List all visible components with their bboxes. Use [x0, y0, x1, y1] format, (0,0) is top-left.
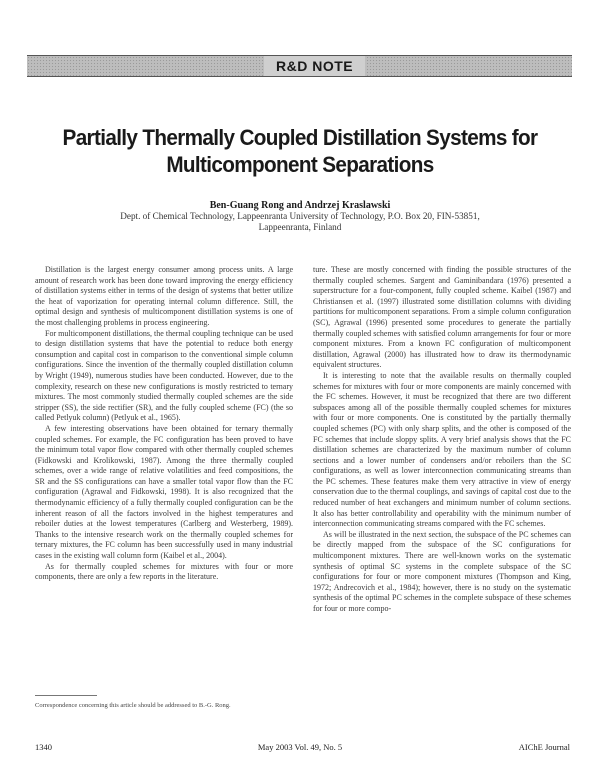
author-affiliation: Dept. of Chemical Technology, Lappeenranta University of Technology, P.O. Box 20, FIN-53851, Lappeenranta, Finland — [120, 211, 480, 232]
body-paragraph: For multicomponent distillations, the thermal coupling technique can be used to design distillation systems that have the potential to reduce both energy consumption and capital cost in comparison to the conventional simple column configurations. Since the invention of the thermally coupled distillation column by Wright (1949), numerous studies have been conducted. However, due to the complexity, research on these new configurations is mostly restricted to ternary mixtures. The most commonly studied thermally coupled schemes are the side stripper (SS), the side rectifier (SR), and the fully coupled scheme (FC) (the so called Petlyuk column) (Petlyuk et al., 1965). — [35, 328, 293, 423]
body-paragraph: A few interesting observations have been obtained for ternary thermally coupled schemes. For example, the FC configuration has been proved to have the minimum total vapor flow compared with other thermally coupled schemes (Fidkowski and Krolikowski, 1987). Among the three thermally coupled schemes, over a wide range of relative volatilities and feed compositions, the SR and the SS configurations can have a smaller total vapor flow than the FC configuration (Agrawal and Fidkowski, 1998). It is also recognized that the thermodynamic efficiency of a fully thermally coupled configuration can be the inherent reason of all the factors involved in the highest temperatures and reboiler duties at the lowest temperatures (Carlberg and Westerberg, 1989). Thanks to the intensive research work on the thermally coupled schemes for ternary mixtures, the FC column has been successfully used in many industrial cases in the existing wall column form (Kaibel et al., 2004). — [35, 423, 293, 561]
journal-name: AIChE Journal — [518, 742, 570, 752]
footnote-divider — [35, 695, 97, 696]
body-paragraph: It is interesting to note that the available results on thermally coupled schemes for mixtures with four or more components are mainly concerned with the FC schemes. However, it must be recognized that there are two different subspaces among all of the possible thermally coupled schemes for mixtures with four or more components. One is constituted by the partially thermally coupled schemes (PC) with only sharp splits, and the other is composed of the FC schemes that include sloppy splits. A very brief analysis shows that the FC distillation schemes are characterized by the maximum number of column sections and a lower number of condensers and/or reboilers than the SC configurations, as well as lower interconnection communicating streams than the PC schemes. These features make them very attractive in view of energy conservation due to the thermal couplings, and savings of capital cost due to the reduced number of heat exchangers and minimum number of column sections. It also has better controllability and operability with the minimum number of interconnection communicating streams compared with the FC schemes. — [313, 370, 571, 529]
article-title: Partially Thermally Coupled Distillation Systems for Multicomponent Separations — [62, 125, 538, 177]
correspondence-footnote: Correspondence concerning this article should be addressed to B.-G. Rong. — [35, 702, 231, 709]
body-column-left — [35, 265, 293, 583]
body-paragraph: As will be illustrated in the next section, the subspace of the PC schemes can be directly mapped from the subspace of the SC configurations for multicomponent mixtures. There are well-known works on the systematic synthesis of optimal SC systems in the complete subspace of the SC configurations for four or more component mixtures (Thompson and King, 1972; Andrecovich et al., 1984); however, there is no study on the systematic synthesis of the optimal PC schemes in the complete subspace of these schemes for four or more compo- — [313, 529, 571, 613]
article-authors: Ben-Guang Rong and Andrzej Kraslawski — [209, 200, 391, 211]
section-banner — [27, 55, 572, 77]
body-paragraph: As for thermally coupled schemes for mixtures with four or more components, there are only a few reports in the literature. — [35, 561, 293, 582]
issue-info: May 2003 Vol. 49, No. 5 — [257, 742, 343, 752]
body-paragraph-continued: ture. These are mostly concerned with finding the possible structures of the thermally coupled schemes. Sargent and Gaminibandara (1976) presented a superstructure for a four-component, fully coupled scheme. Kaibel (1987) and Christiansen et al. (1997) illustrated some distillation columns with dividing partitions for multicomponent separations. From a simple column configuration (SC), Agrawal (1996) presented some procedures to generate the partially thermally coupled schemes with satisfied column arrangements for four or more component mixtures. From a known FC configuration of multicomponent distillation, Agrawal (2000) has illustrated how to draw its thermodynamic equivalent structures. — [313, 265, 571, 370]
body-paragraph: Distillation is the largest energy consumer among process units. A large amount of research work has been done toward improving the energy efficiency of distillation systems either in terms of the design of systems that better utilize the heat of vaporization for operating internal column difference. Still, the optimal design and synthesis of multicomponent distillation systems is one of the most challenging problems in process engineering. — [35, 265, 293, 327]
section-label: R&D NOTE — [264, 56, 365, 76]
body-column-right — [313, 265, 571, 615]
page-number: 1340 — [35, 742, 52, 752]
